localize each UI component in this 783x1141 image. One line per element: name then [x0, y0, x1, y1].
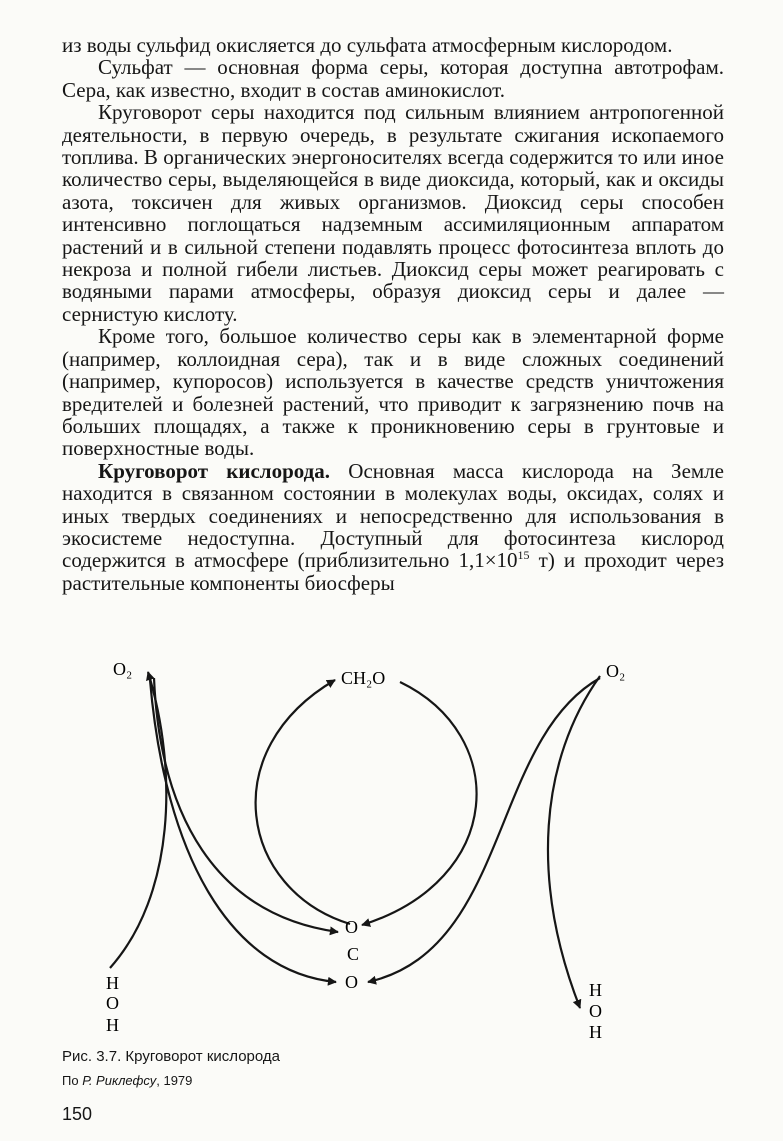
paragraph-2: Сульфат — основная форма серы, которая доступна автотрофам. Сера, как известно, входит в состав аминокислот.: [62, 55, 724, 102]
arrow-o2-to-water-right: [548, 676, 600, 1008]
o2-right-label: O₂: [606, 661, 626, 681]
co2-o-top: O: [345, 917, 358, 937]
water-left-o: O: [106, 993, 119, 1013]
arrow-o2-to-co2-lower: [150, 680, 336, 982]
oxygen-text-part-2: т) и проходит через растительные компоненты биосферы: [62, 548, 724, 595]
co2-o-bottom: O: [345, 972, 358, 992]
source-prefix: По: [62, 1073, 83, 1088]
water-right-h2: H: [589, 1022, 602, 1040]
figure-source: [62, 1073, 192, 1088]
paragraph-4: Кроме того, большое количество серы как в элементарной форме (например, коллоидная сера), так и в виде сложных соединений (например, купоросов) используется в качестве средств уничтожения вредителей и болезней растений, что приводит к загрязнению почв на больших площадях, а также к проникновению серы в грунтовые и поверхностные воды.: [62, 324, 724, 461]
source-year: , 1979: [156, 1073, 193, 1088]
section-heading: Круговорот кислорода.: [98, 458, 331, 483]
paragraph-3: Круговорот серы находится под сильным влиянием антропогенной деятельности, в первую очередь, в результате сжигания ископаемого топлива. В органических энергоносителях всегда содержится то или иное количество серы, выделяющейся в виде диоксида, который, как и оксиды азота, токсичен для живых организмов. Диоксид серы способен интенсивно поглощаться надземным ассимиляционным аппаратом растений и в сильной степени подавлять процесс фотосинтеза вплоть до некроза и полной гибели листьев. Диоксид серы может реагировать с водяными парами атмосферы, образуя диоксид серы и далее — сернистую кислоту.: [62, 100, 724, 326]
cycle-arc-up: [256, 680, 350, 924]
oxygen-text-part-1: Основная масса кислорода на Земле находится в связанном состоянии в молекулах воды, оксидах, солях и иных твердых соединениях и непосредственно для использования в экосистеме недоступна. Доступный для фотосинтеза кислород содержится в атмосфере (приблизительно 1,1×10: [62, 458, 724, 573]
cycle-arc-down: [362, 682, 477, 925]
co2-c: C: [347, 944, 360, 964]
ch2o-label: CH₂O: [341, 668, 386, 688]
water-right-o: O: [589, 1001, 602, 1021]
body-text: [62, 34, 724, 594]
arrow-o2-to-co2-right: [368, 678, 600, 982]
water-left-h2: H: [106, 1015, 119, 1035]
water-left-h1: H: [106, 973, 119, 993]
arrow-o2-to-co2-left: [154, 678, 338, 932]
paragraph-1: из воды сульфид окисляется до сульфата атмосферным кислородом.: [62, 33, 673, 57]
o2-left-label: O₂: [113, 659, 133, 679]
page-number: 150: [62, 1104, 93, 1124]
water-right-h1: H: [589, 980, 602, 1000]
oxygen-cycle-diagram: [0, 650, 783, 1040]
figure-caption: Рис. 3.7. Круговорот кислорода: [62, 1048, 280, 1065]
source-author: Р. Риклефсу: [82, 1073, 157, 1088]
paragraph-oxygen: [62, 460, 724, 594]
exponent: 15: [517, 548, 530, 563]
